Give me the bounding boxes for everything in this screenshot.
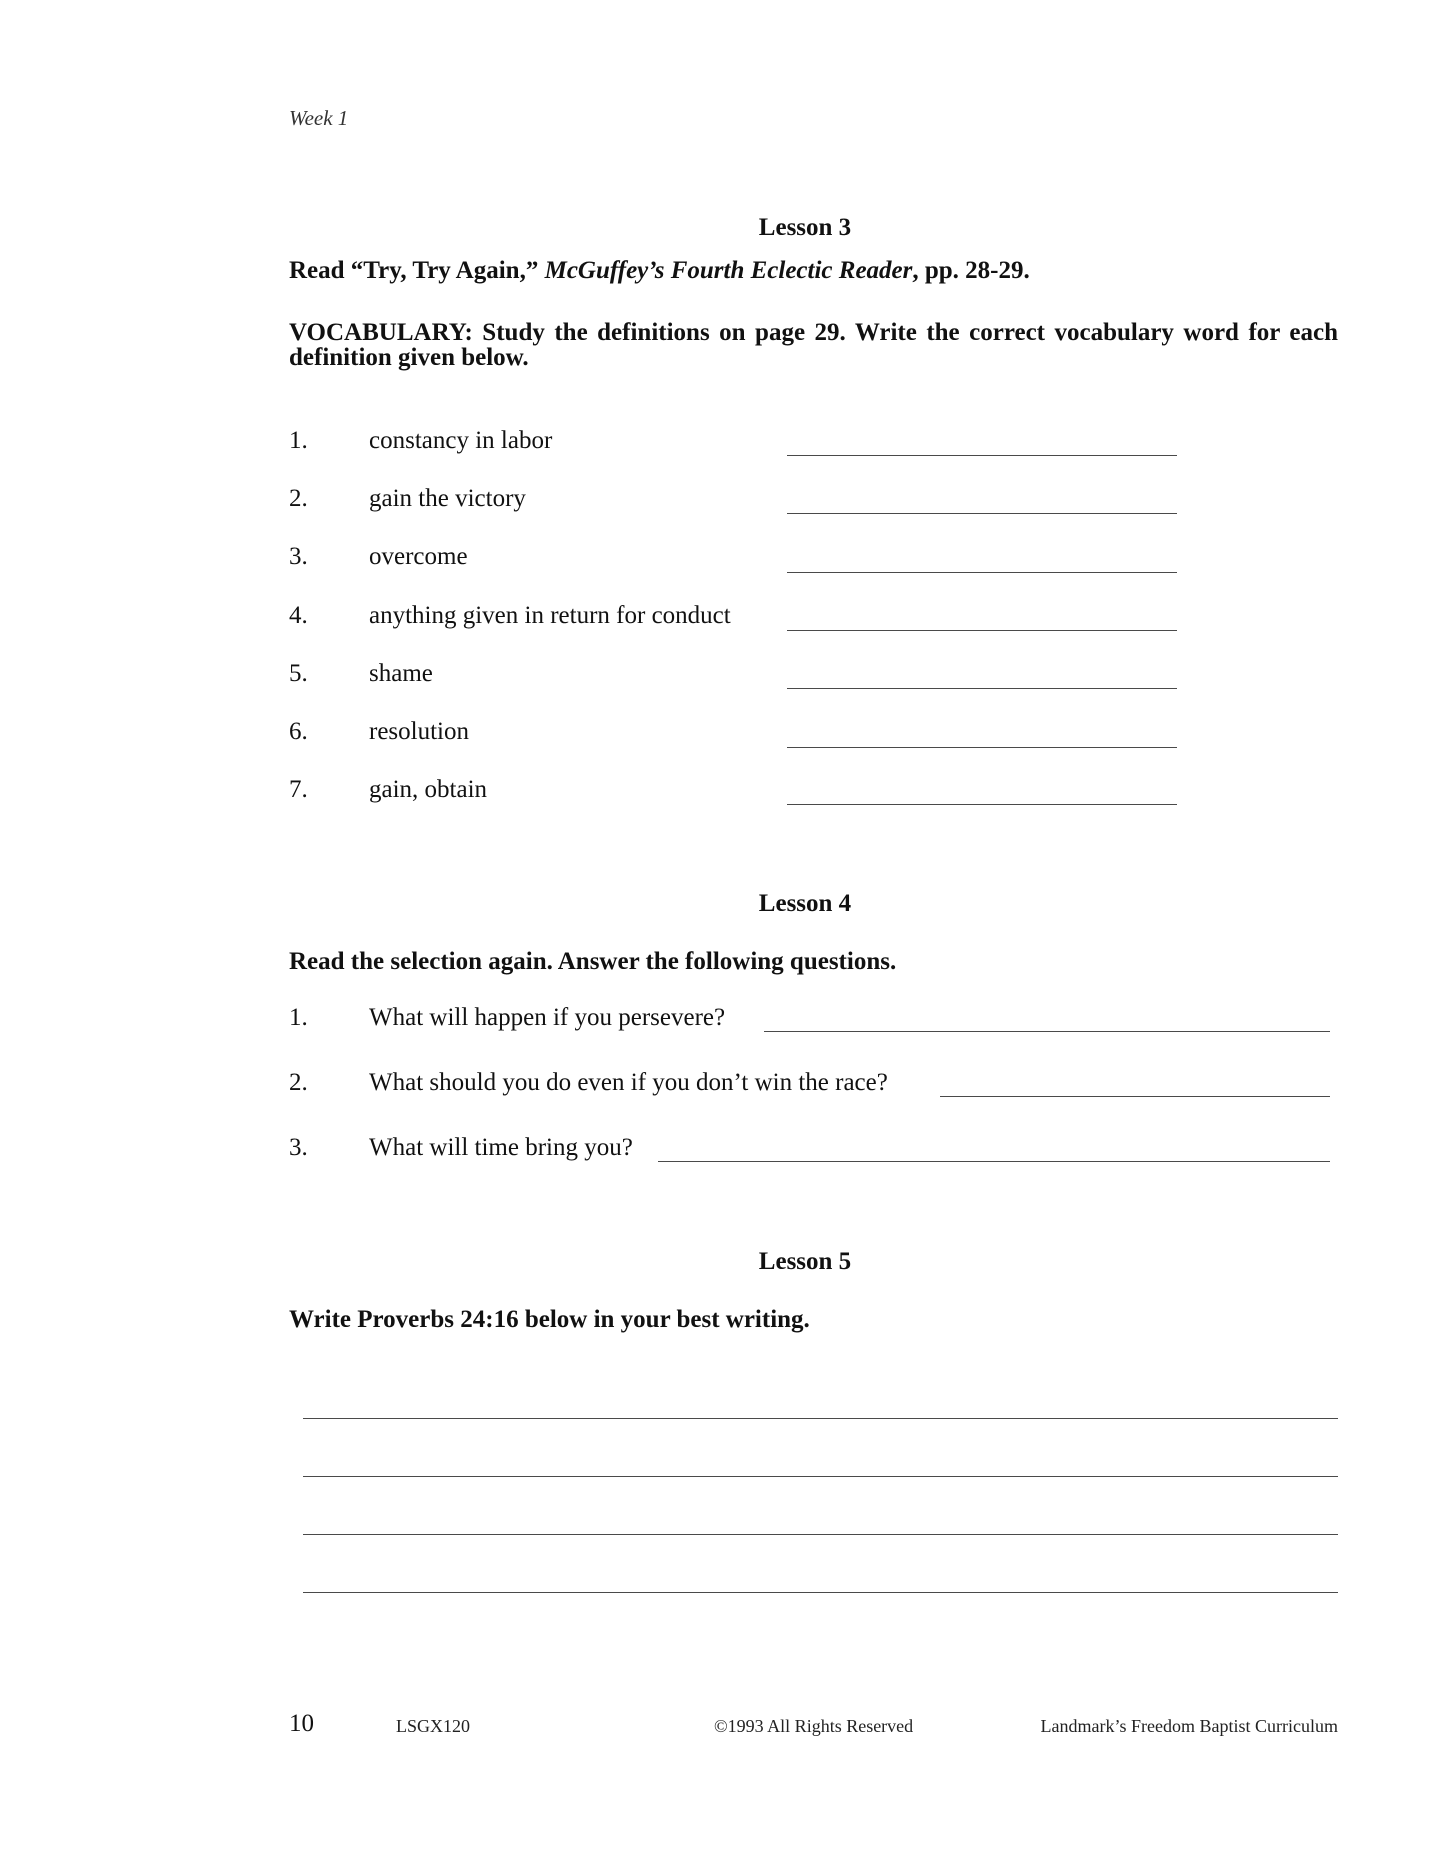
lesson-5-title: Lesson 5	[758, 1248, 852, 1275]
item-definition: gain the victory	[369, 485, 526, 512]
week-label: Week 1	[289, 106, 349, 130]
publisher-name: Landmark’s Freedom Baptist Curriculum	[1040, 1716, 1338, 1736]
copyright-notice: ©1993 All Rights Reserved	[714, 1716, 914, 1736]
answer-line[interactable]	[787, 688, 1177, 689]
item-number: 2.	[289, 485, 308, 512]
item-number: 4.	[289, 602, 308, 629]
answer-line[interactable]	[764, 1031, 1330, 1032]
item-definition: shame	[369, 660, 433, 687]
writing-line[interactable]	[303, 1476, 1338, 1477]
answer-line[interactable]	[787, 455, 1177, 456]
item-number: 3.	[289, 543, 308, 570]
item-number: 5.	[289, 660, 308, 687]
lesson-4-instructions: Read the selection again. Answer the following questions.	[289, 948, 897, 975]
answer-line[interactable]	[787, 804, 1177, 805]
writing-line[interactable]	[303, 1534, 1338, 1535]
answer-line[interactable]	[658, 1161, 1330, 1162]
item-definition: anything given in return for conduct	[369, 602, 731, 629]
vocabulary-instructions: VOCABULARY: Study the definitions on page 29. Write the correct vocabulary word for each definition given below.	[289, 319, 1338, 371]
writing-line[interactable]	[303, 1418, 1338, 1419]
item-number: 1.	[289, 427, 308, 454]
question-text: What will time bring you?	[369, 1134, 633, 1161]
question-text: What will happen if you persevere?	[369, 1004, 726, 1031]
item-definition: constancy in labor	[369, 427, 553, 454]
answer-line[interactable]	[787, 513, 1177, 514]
item-number: 7.	[289, 776, 308, 803]
reading-prefix: Read “Try, Try Again,”	[289, 257, 545, 284]
question-number: 1.	[289, 1004, 308, 1031]
question-number: 3.	[289, 1134, 308, 1161]
page-number: 10	[289, 1710, 314, 1737]
answer-line[interactable]	[787, 630, 1177, 631]
item-definition: resolution	[369, 718, 469, 745]
answer-line[interactable]	[940, 1096, 1330, 1097]
lesson-4-title: Lesson 4	[758, 890, 852, 917]
lesson-3-reading-assignment	[289, 257, 1030, 285]
question-text: What should you do even if you don’t win the race?	[369, 1069, 888, 1096]
reading-suffix: , pp. 28-29.	[912, 257, 1030, 284]
question-number: 2.	[289, 1069, 308, 1096]
answer-line[interactable]	[787, 747, 1177, 748]
item-definition: gain, obtain	[369, 776, 488, 803]
answer-line[interactable]	[787, 572, 1177, 573]
item-number: 6.	[289, 718, 308, 745]
writing-line[interactable]	[303, 1592, 1338, 1593]
lesson-3-title: Lesson 3	[758, 214, 852, 241]
lesson-5-instructions: Write Proverbs 24:16 below in your best writing.	[289, 1306, 810, 1333]
course-code: LSGX120	[396, 1716, 471, 1736]
item-definition: overcome	[369, 543, 468, 570]
reading-book-title: McGuffey’s Fourth Eclectic Reader	[544, 257, 913, 284]
